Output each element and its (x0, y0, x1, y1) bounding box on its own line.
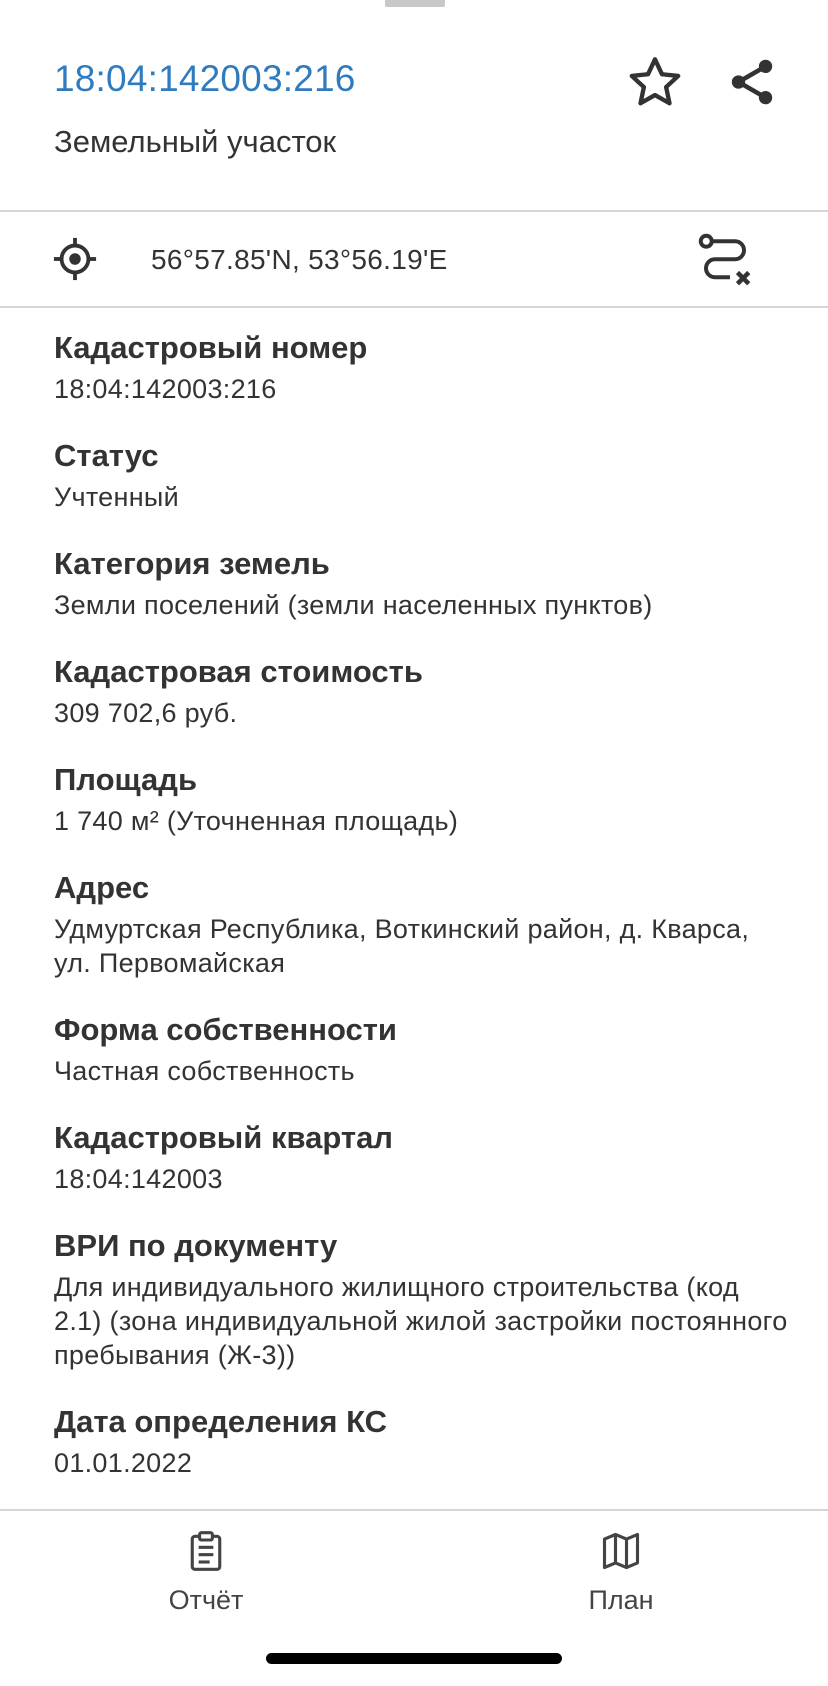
clipboard-icon (184, 1529, 228, 1573)
field-land-category (54, 544, 794, 622)
coordinates-text[interactable]: 56°57.85'N, 53°56.19'E (151, 244, 448, 275)
report-button[interactable] (106, 1529, 306, 1639)
parcel-fields-list (54, 328, 794, 1510)
map-icon (599, 1529, 643, 1573)
field-permitted-use (54, 1226, 794, 1372)
field-ownership (54, 1010, 794, 1088)
field-value: 1 740 м² (Уточненная площадь) (54, 806, 459, 836)
field-valuation-date (54, 1402, 794, 1480)
field-label: Форма собственности (54, 1012, 397, 1047)
field-label: Кадастровый квартал (54, 1120, 394, 1155)
home-indicator[interactable] (266, 1653, 562, 1664)
page-title: 18:04:142003:216 (54, 58, 356, 99)
coordinates-row (0, 212, 828, 306)
field-value: Удмуртская Республика, Воткинский район, д. Кварса, ул. Первомайская (54, 914, 750, 978)
field-status (54, 436, 794, 514)
field-label: Площадь (54, 762, 198, 797)
field-cadastral-value (54, 652, 794, 730)
field-address (54, 868, 794, 980)
route-cancel-icon (695, 230, 755, 290)
field-value: 18:04:142003 (54, 1164, 223, 1194)
field-label: Кадастровый номер (54, 330, 368, 365)
field-cadastral-quarter (54, 1118, 794, 1196)
field-value: Земли поселений (земли населенных пунктов) (54, 590, 653, 620)
parcel-header (0, 0, 828, 210)
share-button[interactable] (717, 47, 787, 117)
field-label: Адрес (54, 870, 150, 905)
field-value: 01.01.2022 (54, 1448, 193, 1478)
plan-button[interactable] (521, 1529, 721, 1639)
favorite-button[interactable] (620, 47, 690, 117)
field-value: Учтенный (54, 482, 180, 512)
route-button[interactable] (692, 227, 758, 293)
plan-label: План (588, 1585, 654, 1615)
field-value: Частная собственность (54, 1056, 355, 1086)
field-cadastral-number (54, 328, 794, 406)
field-label: Статус (54, 438, 159, 473)
object-type-subtitle: Земельный участок (54, 124, 337, 159)
crosshair-icon[interactable] (52, 236, 98, 282)
coordinates-divider (0, 306, 828, 308)
field-label: Дата определения КС (54, 1404, 388, 1439)
field-label: Категория земель (54, 546, 330, 581)
field-value: 309 702,6 руб. (54, 698, 238, 728)
field-label: Кадастровая стоимость (54, 654, 423, 689)
share-icon (727, 57, 777, 107)
field-value: Для индивидуального жилищного строительства (код 2.1) (зона индивидуальной жилой застройки постоянного пребывания (Ж-3)) (54, 1272, 788, 1370)
field-label: ВРИ по документу (54, 1228, 338, 1263)
field-value: 18:04:142003:216 (54, 374, 277, 404)
report-label: Отчёт (168, 1585, 244, 1615)
field-area (54, 760, 794, 838)
star-icon (626, 53, 684, 111)
